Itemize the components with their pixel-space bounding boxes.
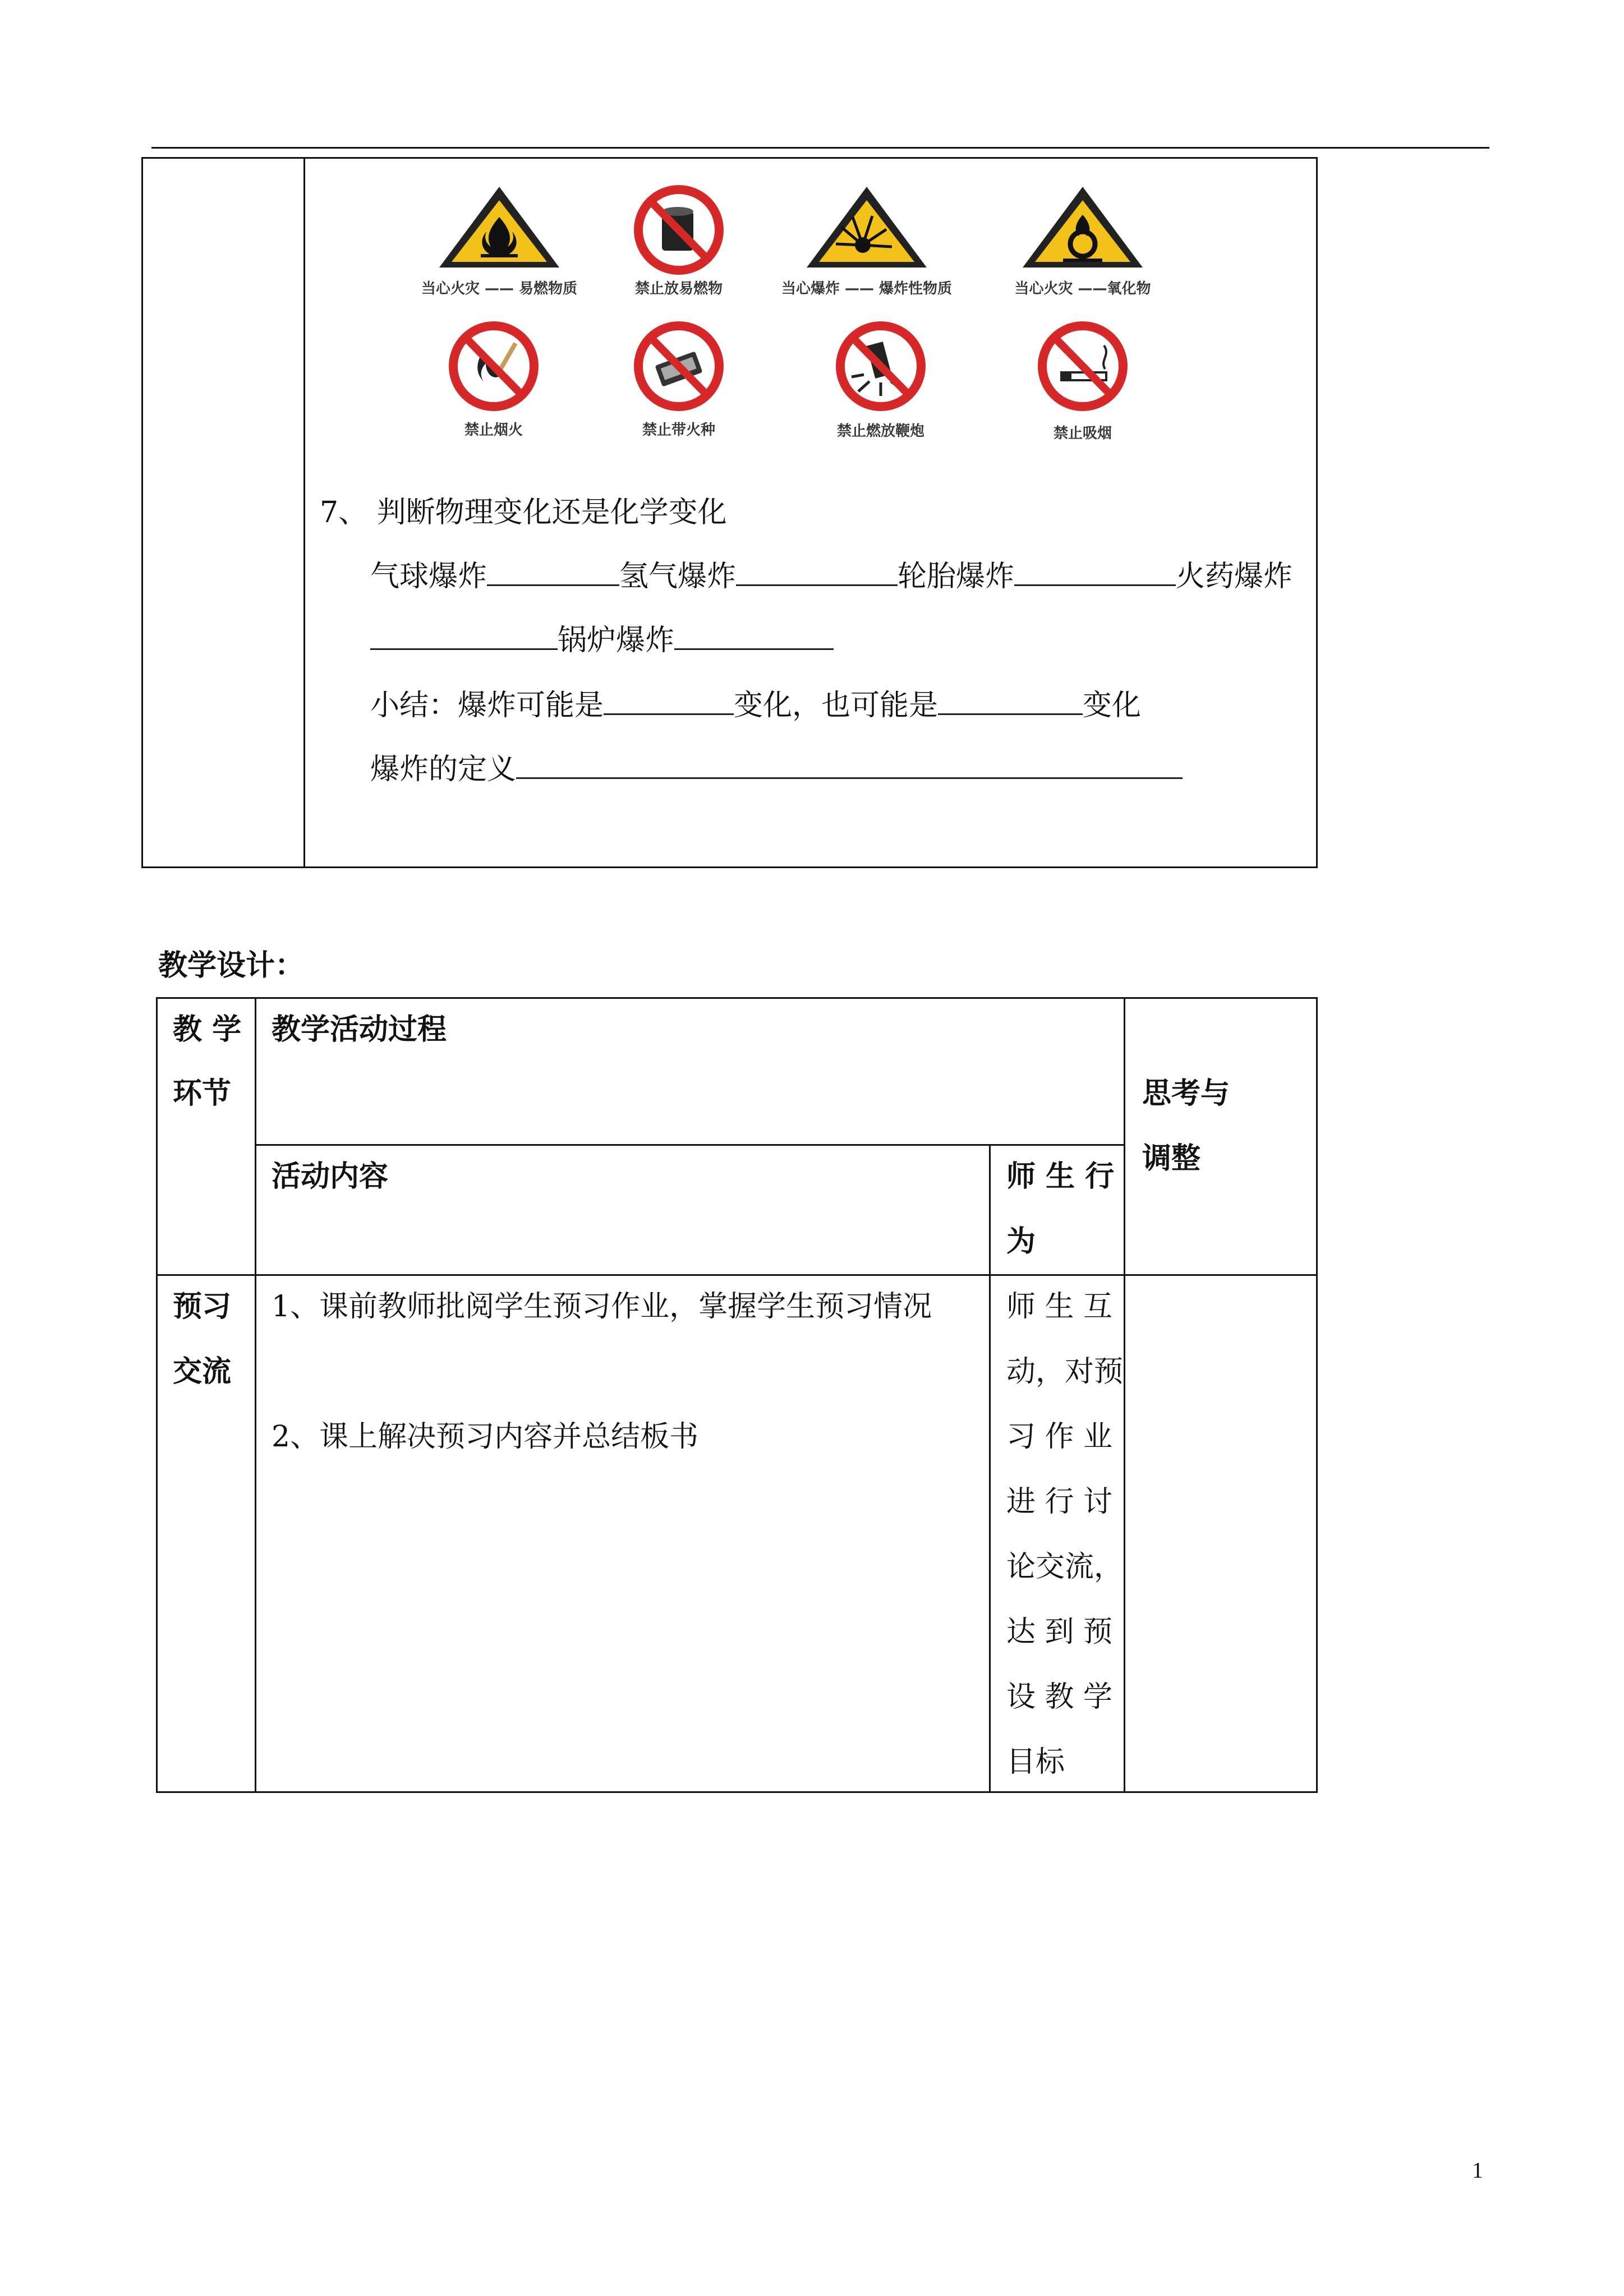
no-smoking-icon — [1021, 319, 1144, 414]
page-number: 1 — [1472, 2157, 1483, 2183]
header-rule — [151, 147, 1489, 149]
no-flammables-icon — [617, 182, 740, 278]
behavior-line: 论交流， — [1006, 1550, 1124, 1584]
explosive-warning-icon — [802, 182, 931, 272]
answer-blank[interactable] — [938, 691, 1083, 715]
item-hydrogen: 氢气爆炸 — [619, 560, 737, 593]
definition-label: 爆炸的定义 — [370, 753, 517, 786]
sign-caption: 禁止吸烟 — [1053, 425, 1112, 442]
oxidizer-warning-icon — [1018, 182, 1147, 272]
behavior-line: 进 行 讨 — [1006, 1485, 1113, 1519]
table-divider — [255, 1144, 1124, 1146]
sign-caption: 禁止放易燃物 — [634, 280, 723, 297]
table-divider — [989, 1144, 991, 1793]
row-stage: 交流 — [173, 1355, 232, 1389]
header-reflect: 思考与 — [1142, 1077, 1230, 1110]
answer-blank[interactable] — [487, 562, 619, 586]
behavior-line: 习 作 业 — [1006, 1420, 1113, 1454]
item-tire: 轮胎爆炸 — [898, 560, 1015, 593]
section-heading: 教学设计： — [158, 949, 305, 983]
answer-blank[interactable] — [1014, 562, 1176, 586]
no-matches-icon — [617, 319, 740, 414]
flammable-warning-icon — [435, 182, 564, 272]
sign-caption: 禁止带火种 — [642, 422, 715, 439]
table-divider — [156, 1274, 1318, 1276]
definition-line — [370, 753, 1183, 786]
answer-blank[interactable] — [736, 562, 898, 586]
activity-item: 2、课上解决预习内容并总结板书 — [272, 1420, 699, 1454]
sign-caption: 禁止烟火 — [464, 422, 523, 439]
header-stage: 教 学 — [173, 1013, 242, 1046]
header-behavior: 为 — [1006, 1225, 1036, 1258]
item-gunpowder: 火药爆炸 — [1176, 560, 1293, 593]
table-divider — [1124, 997, 1125, 1793]
sign-caption: 禁止燃放鞭炮 — [836, 423, 924, 440]
summary-text: 小结：爆炸可能是 — [370, 689, 604, 722]
no-fireworks-icon — [819, 319, 942, 414]
answer-blank[interactable] — [674, 626, 834, 650]
sign-caption: 当心火灾 ——氧化物 — [1014, 280, 1151, 297]
behavior-line: 目标 — [1006, 1745, 1065, 1779]
header-reflect: 调整 — [1142, 1142, 1201, 1175]
behavior-line: 师 生 互 — [1006, 1290, 1113, 1324]
summary-text: 变化 — [1083, 689, 1142, 722]
question-line-2 — [370, 624, 834, 657]
activity-item: 1、课前教师批阅学生预习作业，掌握学生预习情况 — [272, 1290, 932, 1324]
answer-blank[interactable] — [604, 691, 734, 715]
item-boiler: 锅炉爆炸 — [558, 624, 675, 657]
table-divider — [255, 997, 256, 1793]
question-title: 7、 判断物理变化还是化学变化 — [320, 496, 727, 529]
header-stage: 环节 — [173, 1077, 232, 1110]
behavior-line: 设 教 学 — [1006, 1680, 1113, 1714]
no-open-flame-icon — [432, 319, 555, 414]
summary-text: 变化，也可能是 — [734, 689, 938, 722]
header-behavior: 师 生 行 — [1006, 1160, 1115, 1193]
behavior-line: 动，对预 — [1006, 1355, 1124, 1389]
summary-line — [370, 689, 1141, 722]
sign-caption: 当心火灾 —— 易燃物质 — [421, 280, 578, 297]
header-content: 活动内容 — [272, 1160, 389, 1193]
header-process: 教学活动过程 — [272, 1013, 447, 1046]
design-table — [156, 997, 1318, 1793]
item-balloon: 气球爆炸 — [370, 560, 487, 593]
answer-blank[interactable] — [370, 626, 558, 650]
row-stage: 预习 — [173, 1290, 232, 1324]
sign-caption: 当心爆炸 —— 爆炸性物质 — [781, 280, 953, 297]
question-box-divider — [303, 157, 305, 868]
behavior-line: 达 到 预 — [1006, 1615, 1113, 1649]
answer-blank[interactable] — [516, 755, 1183, 779]
question-line-1 — [370, 560, 1292, 593]
